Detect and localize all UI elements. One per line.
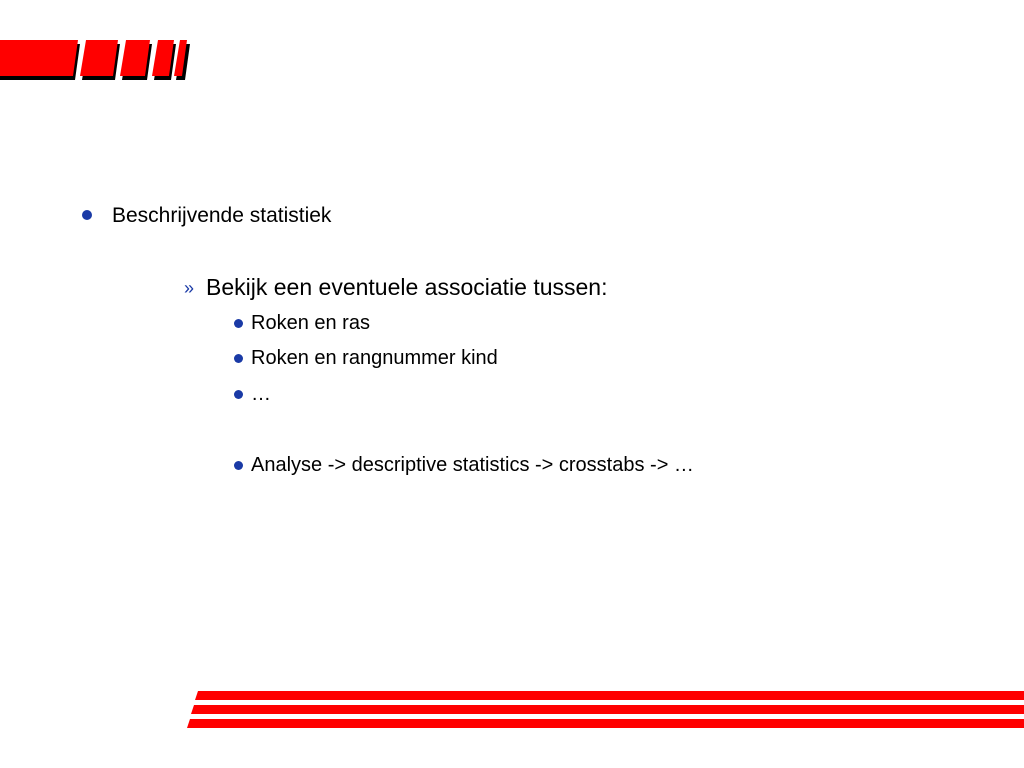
logo-bars-icon [0,40,190,82]
bullet-dot-icon [234,390,243,399]
bullet-level2-text: Bekijk een eventuele associatie tussen: [206,274,608,300]
bullet-dot-icon [234,319,243,328]
bullet-level3-text: Analyse -> descriptive statistics -> crosstabs -> … [251,454,694,476]
bullet-level3-text: … [251,383,271,405]
chevron-marker-icon: » [184,278,195,298]
bullet-level2 [184,274,607,301]
bullet-dot-icon [234,461,243,470]
bullet-dot-icon [234,354,243,363]
bullet-level3-item [234,312,370,335]
bullet-level1 [82,204,331,228]
bullet-level3-text: Roken en rangnummer kind [251,347,498,369]
bullet-level1-text: Beschrijvende statistiek [112,204,332,227]
bottom-stripes-decoration [186,688,1024,730]
bullet-dot-icon [82,210,92,220]
bullet-level3-item [234,383,271,406]
bullet-level3-item [234,347,498,370]
bullet-level3-text: Roken en ras [251,312,370,334]
bullet-level3-item [234,454,694,477]
